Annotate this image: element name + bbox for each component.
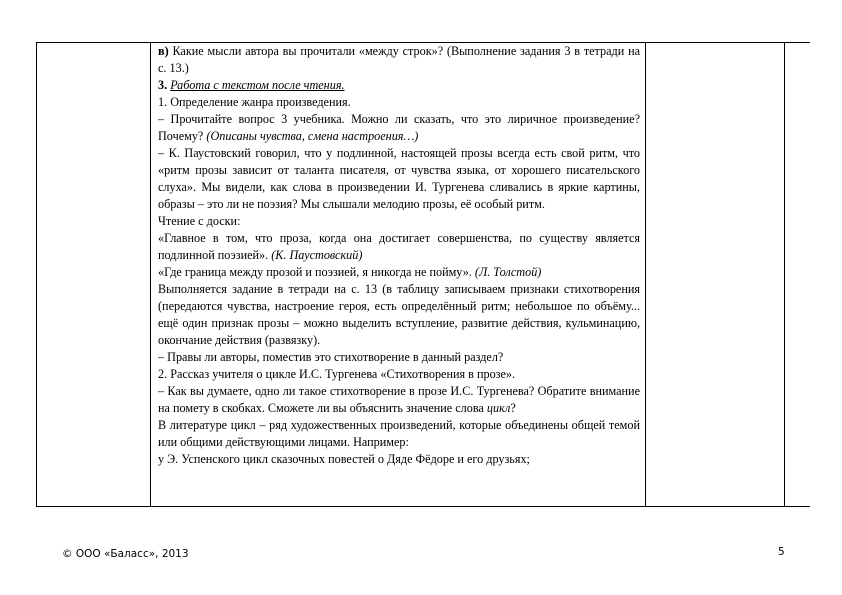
table-column-divider-2 bbox=[645, 43, 646, 506]
table-border-left bbox=[36, 43, 37, 506]
item-label: в) bbox=[158, 44, 169, 58]
quote-paustovsky: «Главное в том, что проза, когда она достигает совершенства, по существу является подлинной поэзией». (К. Паустовский) bbox=[158, 231, 640, 262]
paragraph-board-reading: Чтение с доски: bbox=[158, 214, 241, 228]
table-border-right bbox=[784, 43, 785, 506]
paragraph-paustovsky: – К. Паустовский говорил, что у подлинной, настоящей прозы всегда есть свой ритм, что «ритм прозы зависит от таланта писателя, от чувства языка, от хорошего писательского слуха». Мы видели, как слова в произведении И. Тургенева сливались в яркие картины, образы – это ли не поэзия? Мы слышали мелодию прозы, её особый ритм. bbox=[158, 146, 640, 211]
paragraph-cycle-definition: В литературе цикл – ряд художественных произведений, которые объединены общей темой или общими действующими лицами. Например: bbox=[158, 418, 640, 449]
paragraph-teacher-story: 2. Рассказ учителя о цикле И.С. Тургенева «Стихотворения в прозе». bbox=[158, 367, 516, 381]
paragraph-genre: 1. Определение жанра произведения. bbox=[158, 95, 351, 109]
footer-copyright: © ООО «Баласс», 2013 bbox=[62, 548, 189, 560]
paragraph-cycle-question: – Как вы думаете, одно ли такое стихотворение в прозе И.С. Тургенева? Обратите внимание на помету в скобках. Сможете ли вы объяснить значение слова цикл? bbox=[158, 384, 640, 415]
paragraph-question-c: в) Какие мысли автора вы прочитали «между строк»? (Выполнение задания 3 в тетради на с. 13.) bbox=[158, 44, 640, 75]
paragraph-lyric-question: – Прочитайте вопрос 3 учебника. Можно ли сказать, что это лиричное произведение? Почему? (Описаны чувства, смена настроения…) bbox=[158, 112, 640, 143]
page-number: 5 bbox=[778, 546, 785, 558]
paragraph-authors-question: – Правы ли авторы, поместив это стихотворение в данный раздел? bbox=[158, 350, 504, 364]
table-column-divider-1 bbox=[150, 43, 151, 506]
paragraph-uspensky: у Э. Успенского цикл сказочных повестей о Дяде Фёдоре и его друзьях; bbox=[158, 452, 530, 466]
quote-tolstoy: «Где граница между прозой и поэзией, я никогда не пойму». (Л. Толстой) bbox=[158, 265, 542, 279]
paragraph-section-3: 3. Работа с текстом после чтения. bbox=[158, 78, 345, 92]
paragraph-notebook-task: Выполняется задание в тетради на с. 13 (в таблицу записываем признаки стихотворения (передаются чувства, настроение героя, есть определённый ритм; небольшое по объёму... ещё один признак прозы – можно выделить вступление, развитие действия, кульминацию, окончание действия (развязку). bbox=[158, 282, 640, 347]
section-heading: Работа с текстом после чтения. bbox=[170, 78, 345, 92]
lesson-content-cell bbox=[158, 43, 640, 468]
